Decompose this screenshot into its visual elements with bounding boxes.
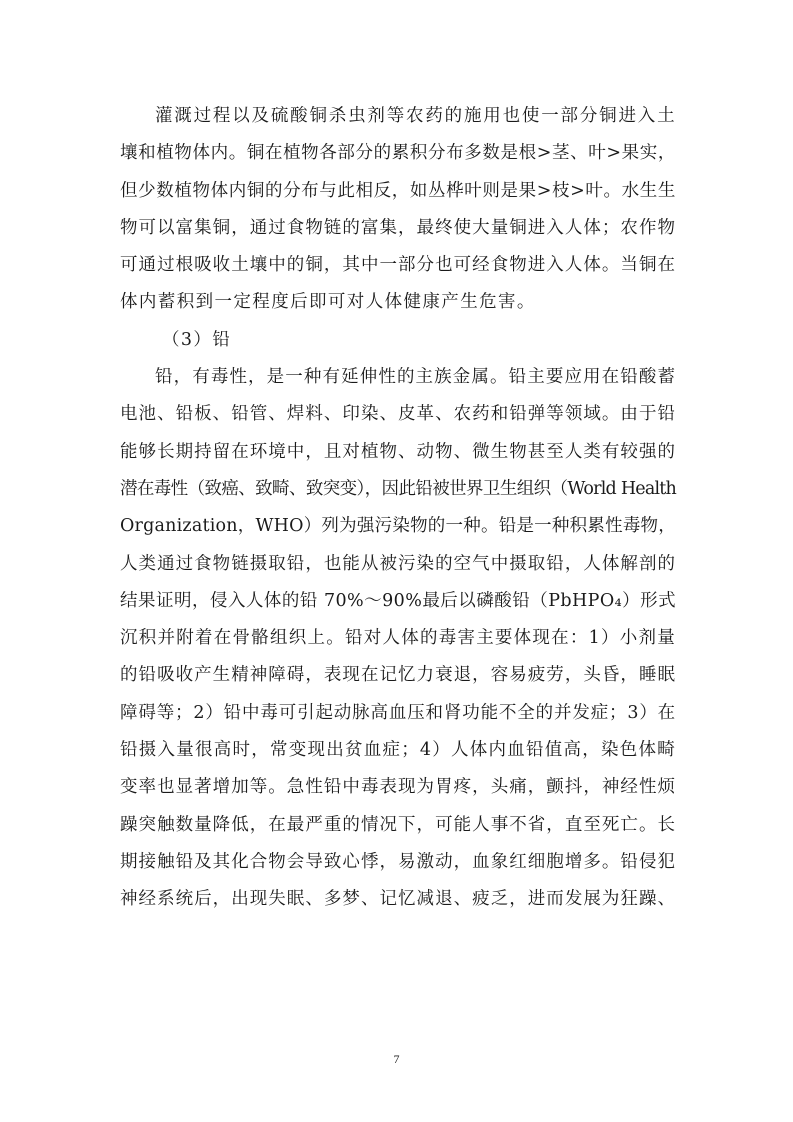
text-line: 的铅吸收产生精神障碍，表现在记忆力衰退，容易疲劳，头昏，睡眠 <box>120 665 676 686</box>
text-line: 但少数植物体内铜的分布与此相反，如丛桦叶则是果>枝>叶。水生生 <box>120 180 676 201</box>
text-line: 沉积并附着在骨骼组织上。铅对人体的毒害主要体现在：1）小剂量 <box>120 628 676 649</box>
body-text <box>120 98 676 919</box>
text-line: 变率也显著增加等。急性铅中毒表现为胃疼，头痛，颤抖，神经性烦 <box>120 777 676 798</box>
text-line: 物可以富集铜，通过食物链的富集，最终使大量铜进入人体；农作物 <box>120 217 676 238</box>
text-line: 壤和植物体内。铜在植物各部分的累积分布多数是根>茎、叶>果实， <box>120 143 676 164</box>
text-line: 能够长期持留在环境中，且对植物、动物、微生物甚至人类有较强的 <box>120 441 676 462</box>
text-line: 人类通过食物链摄取铅，也能从被污染的空气中摄取铅，人体解剖的 <box>120 553 676 574</box>
text-line: 铅，有毒性，是一种有延伸性的主族金属。铅主要应用在铅酸蓄 <box>155 367 676 388</box>
text-line: 结果证明，侵入人体的铅 70%～90%最后以磷酸铅（PbHPO₄）形式 <box>120 590 676 611</box>
section-heading: （3）铅 <box>162 329 232 350</box>
text-line: 铅摄入量很高时，常变现出贫血症；4）人体内血铅值高，染色体畸 <box>120 740 676 761</box>
text-line: 潜在毒性（致癌、致畸、致突变），因此铅被世界卫生组织（World Health <box>120 478 676 499</box>
text-line: 神经系统后，出现失眠、多梦、记忆减退、疲乏，进而发展为狂躁、 <box>120 889 676 910</box>
text-line: 可通过根吸收土壤中的铜，其中一部分也可经食物进入人体。当铜在 <box>120 255 676 276</box>
text-line: 灌溉过程以及硫酸铜杀虫剂等农药的施用也使一部分铜进入土 <box>155 106 676 126</box>
text-line: 躁突触数量降低，在最严重的情况下，可能人事不省，直至死亡。长 <box>120 814 676 835</box>
text-line: 体内蓄积到一定程度后即可对人体健康产生危害。 <box>120 292 536 313</box>
text-line: 电池、铅板、铅管、焊料、印染、皮革、农药和铅弹等领域。由于铅 <box>120 404 676 425</box>
text-line: Organization，WHO）列为强污染物的一种。铅是一种积累性毒物， <box>120 516 676 537</box>
page-number: 7 <box>393 1052 400 1066</box>
text-line: 障碍等；2）铅中毒可引起动脉高血压和肾功能不全的并发症；3）在 <box>120 702 676 723</box>
text-line: 期接触铅及其化合物会导致心悸，易激动，血象红细胞增多。铅侵犯 <box>120 851 676 872</box>
